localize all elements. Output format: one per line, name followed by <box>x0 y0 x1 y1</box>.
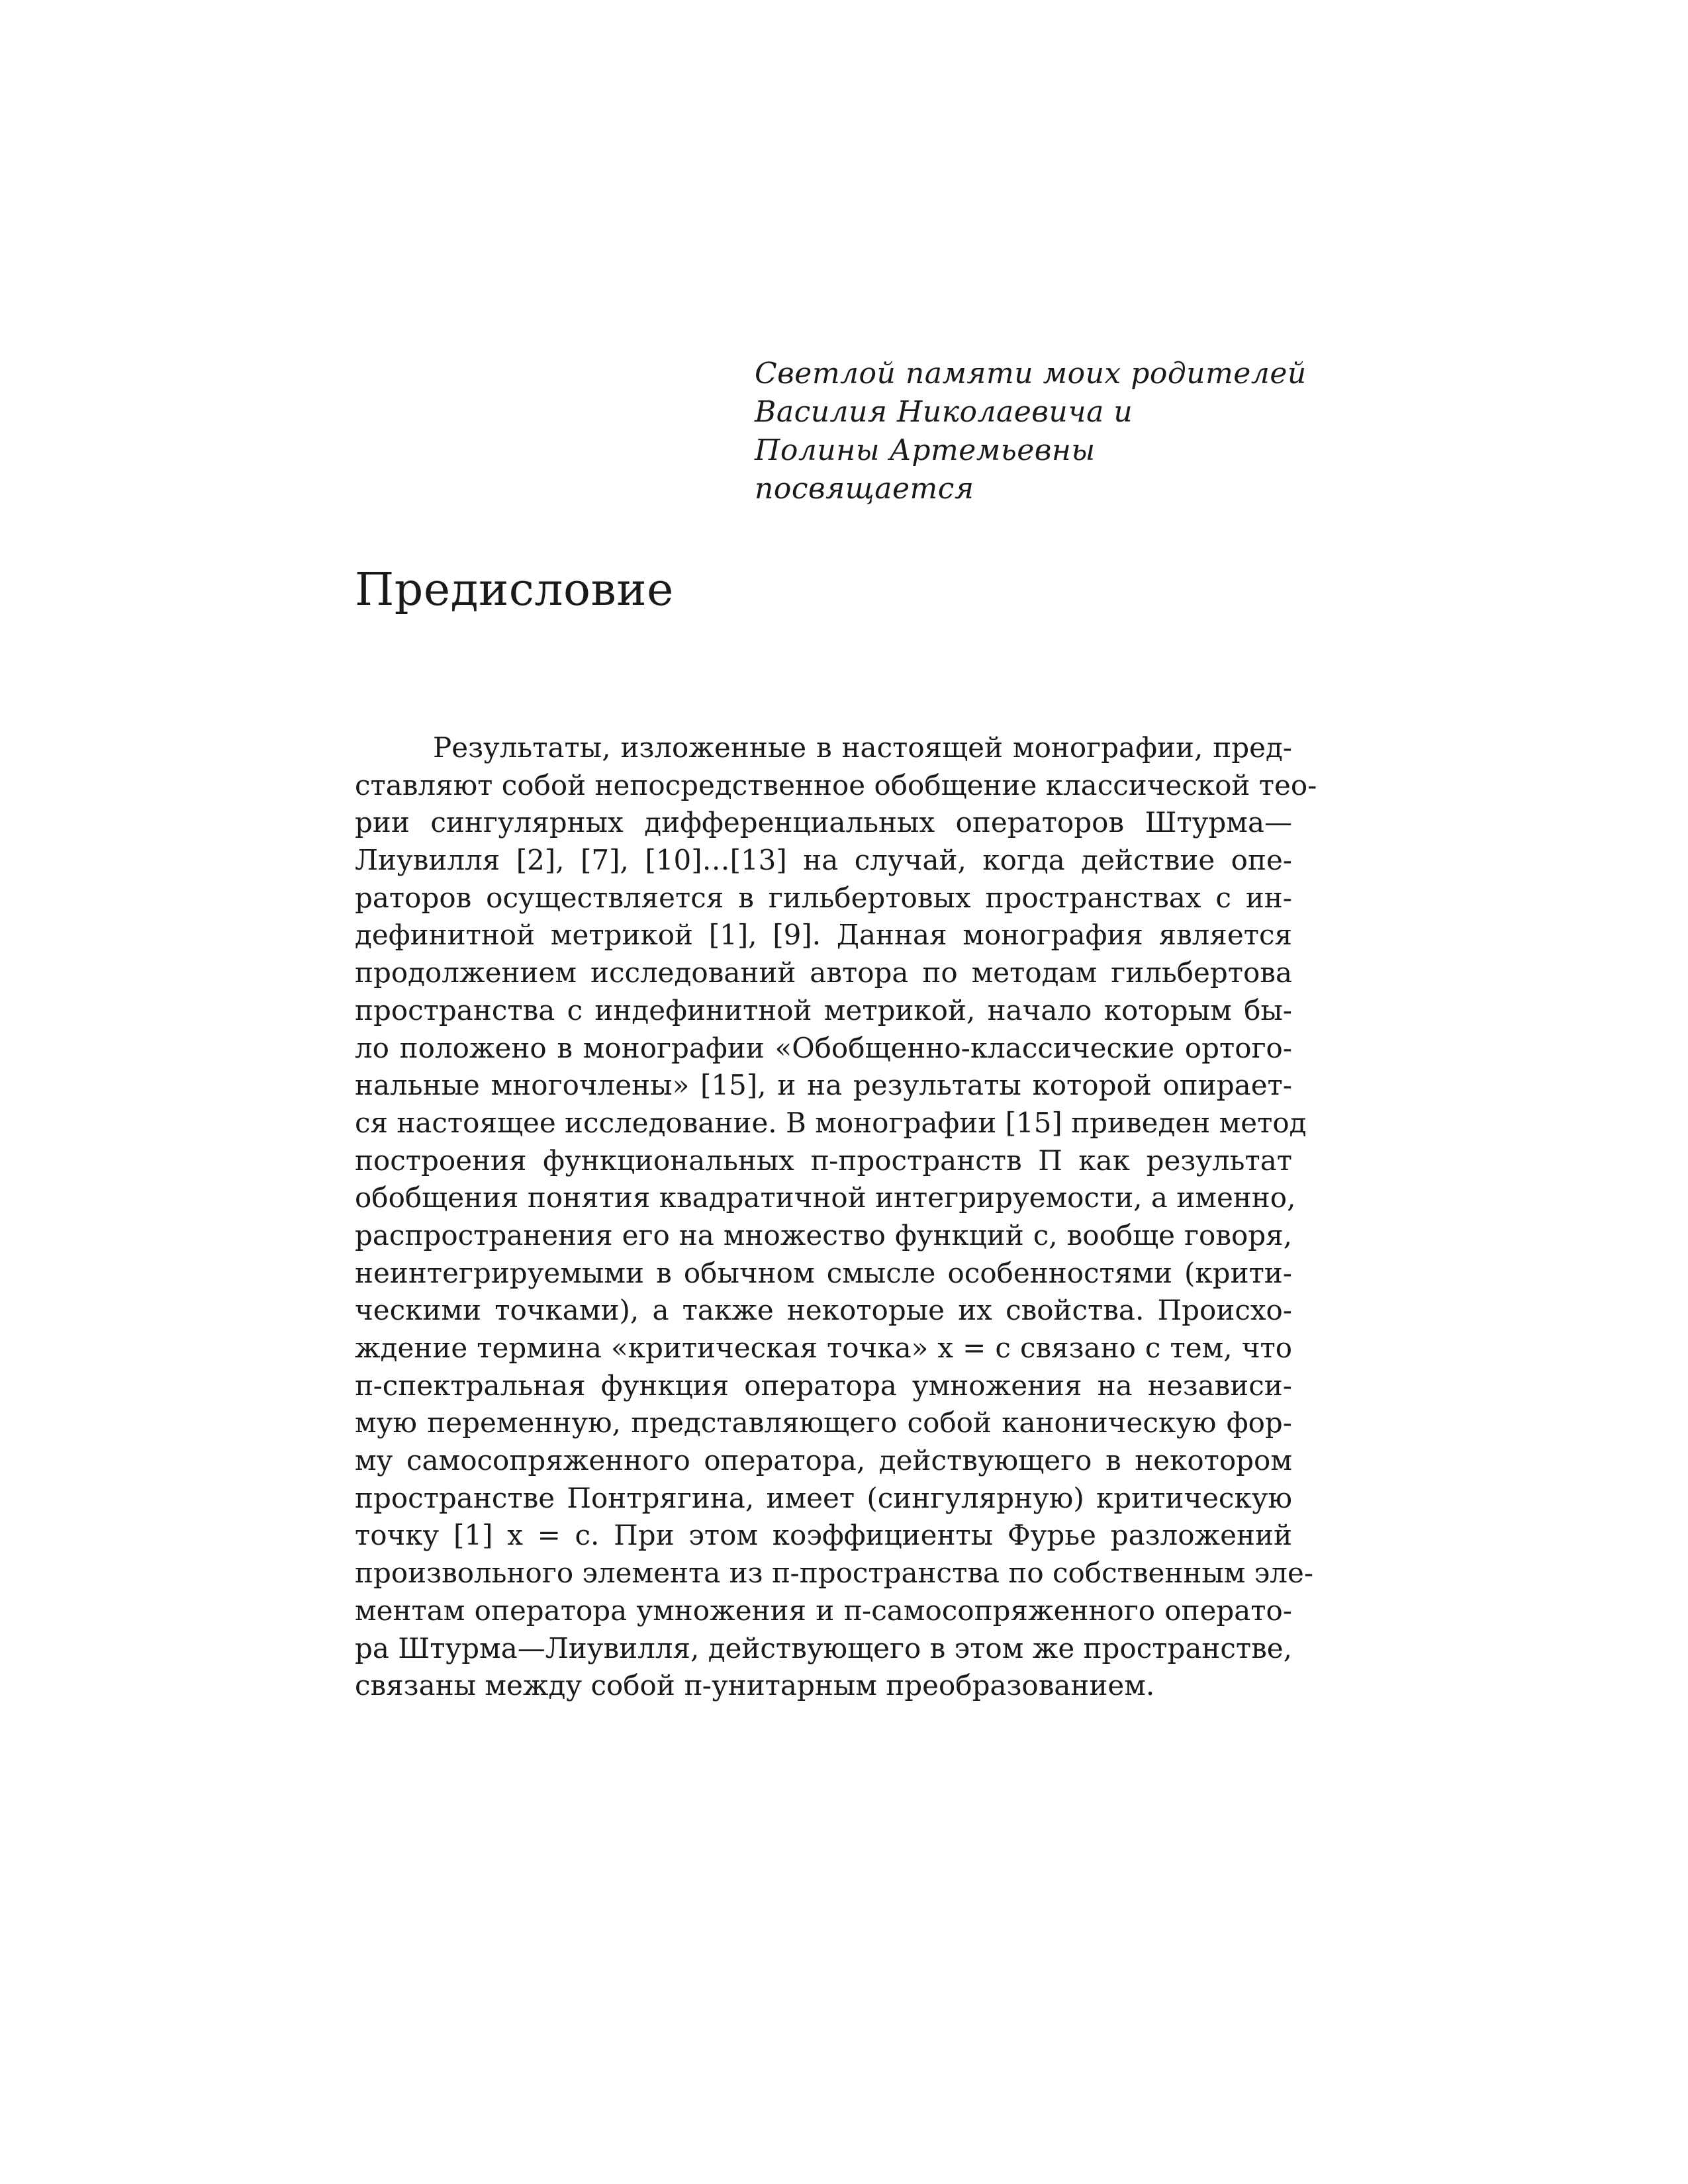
paragraph-line: π-спектральная функция оператора умножения на независи- <box>355 1369 1292 1402</box>
paragraph-line: Лиувилля [2], [7], [10]…[13] на случай, когда действие опе- <box>355 844 1292 877</box>
preface-paragraph <box>355 729 1317 1705</box>
paragraph-line: ждение термина «критическая точка» x = c связано с тем, что <box>355 1332 1292 1364</box>
paragraph-line: неинтегрируемыми в обычном смысле особенностями (крити- <box>355 1256 1292 1289</box>
paragraph-line: построения функциональных π-пространств Π как результат <box>355 1144 1292 1177</box>
paragraph-line: продолжением исследований автора по методам гильбертова <box>355 956 1292 989</box>
chapter-title: Предисловие <box>355 564 674 616</box>
dedication-line: посвящается <box>755 472 974 506</box>
paragraph-line: рии сингулярных дифференциальных операторов Штурма— <box>355 806 1292 839</box>
paragraph-line: нальные многочлены» [15], и на результаты которой опирает- <box>355 1069 1292 1102</box>
paragraph-line: связаны между собой π-унитарным преобразованием. <box>355 1669 1155 1702</box>
paragraph-line: му самосопряженного оператора, действующего в некотором <box>355 1444 1292 1477</box>
paragraph-line: пространства с индефинитной метрикой, начало которым бы- <box>355 993 1292 1026</box>
paragraph-line: Результаты, изложенные в настоящей монографии, пред- <box>433 731 1292 764</box>
dedication-line: Полины Артемьевны <box>755 433 1096 467</box>
paragraph-line: произвольного элемента из π-пространства по собственным эле- <box>355 1557 1314 1590</box>
paragraph-line: раторов осуществляется в гильбертовых пространствах с ин- <box>355 881 1292 914</box>
paragraph-line: мую переменную, представляющего собой каноническую фор- <box>355 1406 1292 1439</box>
paragraph-line: ра Штурма—Лиувилля, действующего в этом же пространстве, <box>355 1631 1292 1664</box>
dedication-line: Василия Николаевича и <box>755 395 1133 429</box>
dedication <box>755 355 1350 508</box>
paragraph-line: дефинитной метрикой [1], [9]. Данная монография является <box>355 919 1292 952</box>
paragraph-line: обобщения понятия квадратичной интегрируемости, а именно, <box>355 1181 1296 1214</box>
paragraph-line: ческими точками), а также некоторые их свойства. Происхо- <box>355 1294 1292 1327</box>
paragraph-line: ментам оператора умножения и π-самосопряженного операто- <box>355 1594 1292 1627</box>
paragraph-line: точку [1] x = c. При этом коэффициенты Фурье разложений <box>355 1519 1292 1552</box>
paragraph-line: ставляют собой непосредственное обобщение классической тео- <box>355 768 1317 801</box>
paragraph-line: ся настоящее исследование. В монографии [15] приведен метод <box>355 1106 1307 1139</box>
paragraph-line: пространстве Понтрягина, имеет (сингулярную) критическую <box>355 1481 1292 1514</box>
dedication-line: Светлой памяти моих родителей <box>755 357 1307 390</box>
paragraph-line: распространения его на множество функций с, вообще говоря, <box>355 1218 1292 1251</box>
paragraph-line: ло положено в монографии «Обобщенно-классические ортого- <box>355 1031 1292 1064</box>
